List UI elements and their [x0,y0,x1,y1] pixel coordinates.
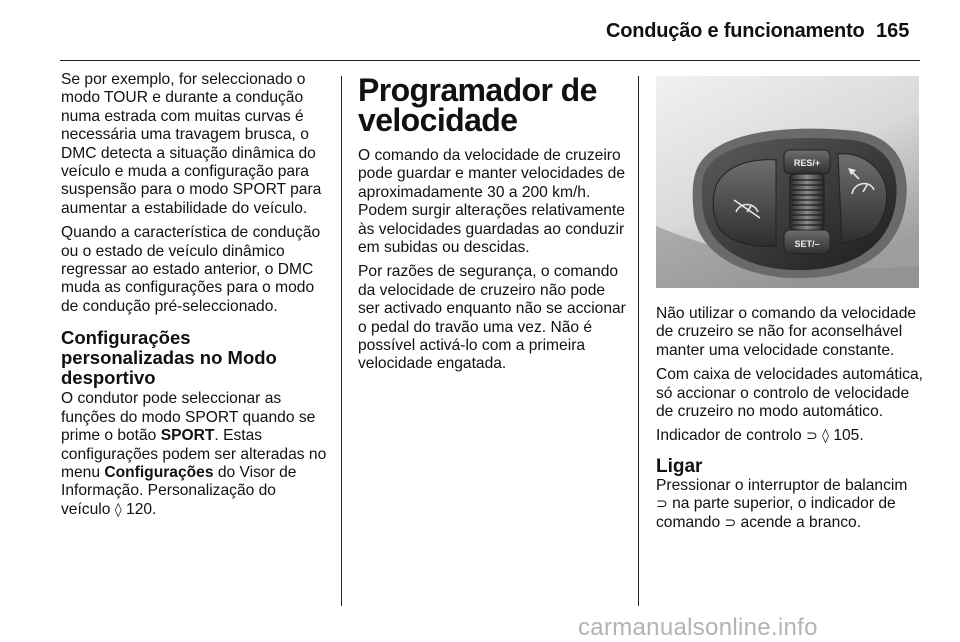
header-divider [60,60,920,61]
cruise-control-switch-figure [656,76,919,288]
section-heading-switch-on: Ligar [656,455,703,477]
settings-menu-label: Configurações [104,463,214,481]
cruise-control-indicator-icon: ⊃ [656,496,668,513]
cruise-control-indicator-icon: ⊃ [805,428,818,445]
reference-arrow-icon: ◊ [822,428,829,445]
paragraph-cruise-warning: Não utilizar o comando da velocidade de cruzeiro se não for aconselhável manter uma velocidade constante. [656,305,917,359]
sport-button-label: SPORT [160,427,215,445]
watermark: carmanualsonline.info [578,614,818,641]
reference-arrow-icon: ◊ [114,501,122,518]
page-header [0,0,960,62]
steering-wheel-controls-illustration [656,76,919,288]
paragraph-dmc-example: Se por exemplo, for seleccionado o modo TOUR e durante a condução numa estrada com muitas curvas é necessária uma travagem brusca, o DMC detecta a situação dinâmica do veículo e muda a configuração para suspensão para o modo SPORT para aumentar a estabilidade do veículo. [61,71,322,217]
paragraph-control-indicator: Indicador de controlo ⊃ ◊ 105. [656,427,864,445]
paragraph-cruise-safety: Por razões de segurança, o comando da velocidade de cruzeiro não pode ser activado enquanto não se accionar o pedal do travão uma vez. Não é possível activá-lo com a primeira velocidade engatada. [358,263,626,373]
cruise-control-indicator-icon: ⊃ [724,514,737,531]
column-middle [358,71,626,380]
paragraph-cruise-automatic: Com caixa de velocidades automática, só accionar o controlo de velocidade de cruzeiro no modo automático. [656,366,923,421]
res-plus-label: RES/+ [793,158,821,168]
column-left [61,71,329,525]
header-title: Condução e funcionamento [606,20,865,42]
section-heading-cruise-control: Programador de velocidade [358,72,597,138]
page-number: 165 [876,20,910,42]
page-reference-link[interactable]: 120. [126,500,157,518]
paragraph-switch-on: Pressionar o interruptor de balancim ⊃ na parte superior, o indicador de comando ⊃ acende a branco. [656,476,908,531]
column-divider-left [341,76,342,606]
set-minus-label: SET/– [794,239,820,249]
page-reference-link[interactable]: 105. [833,427,864,445]
paragraph-sport-settings: O condutor pode seleccionar as funções do modo SPORT quando se prime o botão SPORT. Estas configurações podem ser alteradas no menu Configurações do Visor de Informação. Personalização do veículo ◊ 120. [61,390,327,518]
paragraph-cruise-intro: O comando da velocidade de cruzeiro pode guardar e manter velocidades de aproximadamente 30 a 200 km/h. Podem surgir alterações relativamente às velocidades guardadas ao conduzir em subidas ou descidas. [358,147,626,257]
paragraph-dmc-return: Quando a característica de condução ou o estado de veículo dinâmico regressar ao estado anterior, o DMC muda as configurações para o modo de condução pré-seleccionado. [61,224,321,315]
section-heading-sport-settings: Configurações personalizadas no Modo desportivo [61,327,277,389]
column-divider-right [638,76,639,606]
column-right [656,305,924,538]
